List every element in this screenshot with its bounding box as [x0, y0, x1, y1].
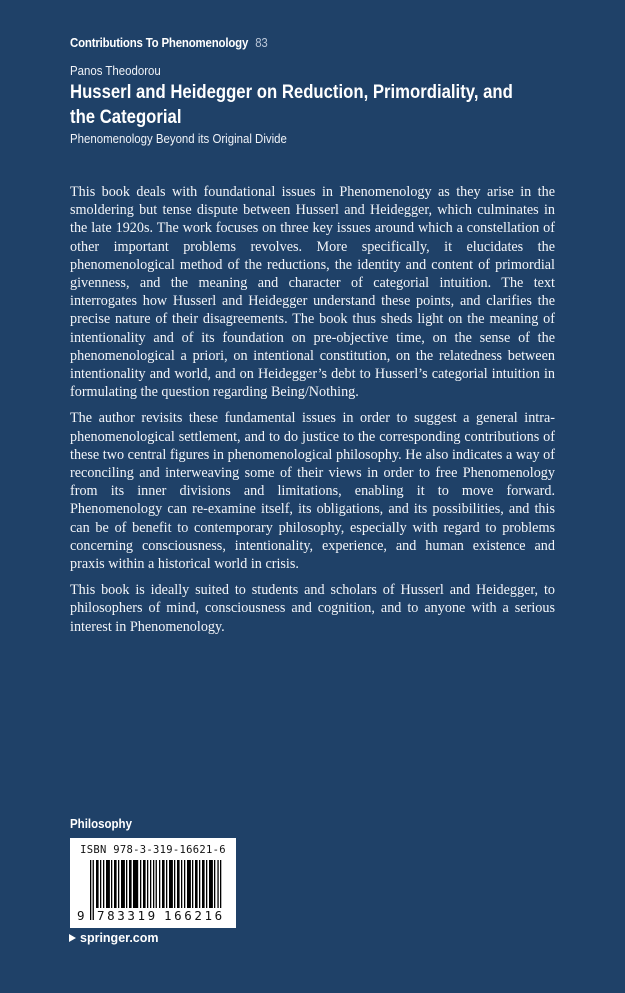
blurb-paragraph-1: This book deals with foundational issues in Phenomenology as they arise in the smoldering but tense dispute between Husserl and Heidegger, which culminates in the late 1920s. The work focuses on three key issues around which a constellation of other important problems revolves. More specifically, it elucidates the phenomenological method of the reductions, the identity and content of primordial givenness, and the meaning and character of categorial intuition. The text interrogates how Husserl and Heidegger understand these points, and clarifies the precise nature of their disagreements. The book thus sheds light on the meaning of intentionality and of its foundation on pre-objective time, on the sense of the phenomenological a priori, on intentional constitution, on the relatedness between intentionality and world, and on Heidegger’s debt to Husserl’s categorial intuition in formulating the question regarding Being/Nothing. — [70, 184, 555, 401]
publisher-link[interactable] — [69, 931, 159, 945]
blurb-paragraph-3: This book is ideally suited to students and scholars of Husserl and Heidegger, to philosophers of mind, consciousness and cognition, and to anyone with a serious interest in Phenomenology. — [70, 582, 555, 635]
book-title: Husserl and Heidegger on Reduction, Primordiality, and the Categorial — [70, 82, 513, 128]
subject-category: Philosophy — [70, 817, 132, 831]
series-volume: 83 — [255, 35, 268, 50]
isbn-label: ISBN 978-3-319-16621-6 — [80, 844, 226, 856]
author-name: Panos Theodorou — [70, 63, 161, 78]
ean-left-group: 783319 — [97, 908, 158, 923]
publisher-link-label: springer.com — [80, 931, 159, 945]
series-name: Contributions To Phenomenology — [70, 35, 249, 50]
ean-first-digit: 9 — [77, 908, 85, 923]
triangle-arrow-right-icon — [69, 934, 76, 942]
blurb — [70, 183, 555, 644]
series-line — [70, 35, 268, 50]
ean-right-group: 166216 — [164, 908, 225, 923]
blurb-paragraph-2: The author revisits these fundamental issues in order to suggest a general intra-phenomenological settlement, and to do justice to the corresponding contributions of these two central figures in phenomenological philosophy. He also indicates a way of reconciling and interweaving some of their views in order to free Phenomenology from its inner divisions and limitations, enabling it to move forward. Phenomenology can re-examine itself, its obligations, and its possibilities, and this can be of benefit to contemporary philosophy, especially with regard to problems concerning consciousness, intentionality, experience, and human existence and praxis within a historical world in crisis. — [70, 410, 555, 573]
isbn-barcode — [70, 838, 236, 928]
book-subtitle: Phenomenology Beyond its Original Divide — [70, 131, 287, 146]
